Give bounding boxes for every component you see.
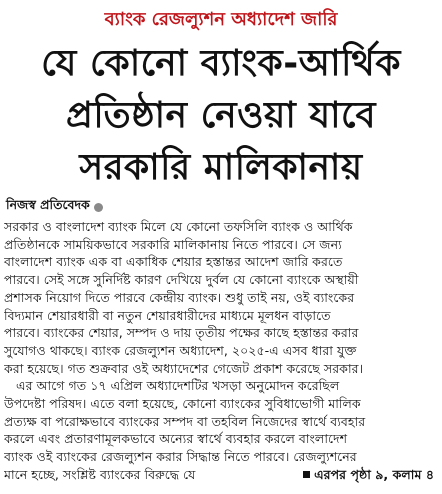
continued-on-link[interactable]: [303, 466, 434, 484]
last-line-row: [4, 466, 434, 484]
byline-circle-icon: [94, 203, 103, 212]
body-line: প্রশাসক নিয়োগ দিতে পারবে কেন্দ্রীয় ব্যাংক। শুধু তাই নয়, ওই ব্যাংকের: [4, 289, 355, 305]
body-line: বাংলাদেশ ব্যাংক এক বা একাধিক শেয়ার হস্তান্তর আদেশ জারি করতে: [4, 254, 343, 270]
headline-line-1: যে কোনো ব্যাংক-আর্থিক: [41, 43, 401, 84]
body-line: বিদ্যমান শেয়ারধারী বা নতুন শেয়ারধারীদের মাধ্যমে মূলধন বাড়াতে: [4, 307, 331, 323]
body-line: পারবে। ব্যাংকের শেয়ার, সম্পদ ও দায় তৃতীয় পক্ষের কাছে হস্তান্তর করার: [4, 325, 359, 341]
body-line: প্রতিষ্ঠানকে সাময়িকভাবে সরকারি মালিকানায় নিতে পারবে। সে জন্য: [4, 236, 342, 252]
article-clipping: [4, 0, 438, 494]
body-line: উপদেষ্টা পরিষদ। এতে বলা হয়েছে, কোনো ব্যাংকের সুবিধাভোগী মালিক: [4, 396, 361, 412]
byline-row: [4, 198, 438, 216]
body-line: সরকার ও বাংলাদেশ ব্যাংক মিলে যে কোনো তফসিলি ব্যাংক ও আর্থিক: [4, 219, 353, 234]
body-line: সুযোগও থাকছে। ব্যাংক রেজল্যুশন অধ্যাদেশ, ২০২৫-এ এসব ধারা যুক্ত: [4, 342, 357, 358]
byline: নিজস্ব প্রতিবেদক: [6, 197, 90, 212]
headline-line-2: প্রতিষ্ঠান নেওয়া যাবে: [65, 95, 377, 136]
body-line: ব্যাংক ওই ব্যাংকের রেজল্যুশন করার সিদ্ধান্ত নিতে পারবে। রেজল্যুশনের: [4, 449, 357, 465]
headline-line-3: সরকারি মালিকানায়: [79, 147, 363, 188]
body-line: এর আগে গত ১৭ এপ্রিল অধ্যাদেশটির খসড়া অনুমোদন করেছিল: [4, 378, 340, 394]
last-body-line: মানে হচ্ছে, সংশ্লিষ্ট ব্যাংকের বিরুদ্ধে যে: [4, 466, 196, 482]
square-bullet-icon: [303, 471, 310, 478]
kicker: ব্যাংক রেজল্যুশন অধ্যাদেশ জারি: [104, 9, 338, 30]
body-line: করলে এবং প্রতারণামূলকভাবে অন্যের স্বার্থে ব্যবহার করলে বাংলাদেশ: [4, 431, 348, 447]
body-line: প্রত্যক্ষ বা পরোক্ষভাবে ব্যাংকের সম্পদ বা তহবিল নিজেদের স্বার্থে ব্যবহার: [4, 413, 366, 429]
body-line: করা হয়েছে। গত শুক্রবার ওই অধ্যাদেশের গেজেট প্রকাশ করেছে সরকার।: [4, 360, 364, 376]
headline: [4, 38, 438, 194]
body-line: পারবে। সেই সঙ্গে সুনির্দিষ্ট কারণ দেখিয়ে দুর্বল যে কোনো ব্যাংকে অস্থায়ী: [4, 272, 359, 288]
article-body: [4, 218, 438, 484]
continued-on-label: এরপর পৃষ্ঠা ৯, কলাম ৪: [314, 466, 434, 482]
